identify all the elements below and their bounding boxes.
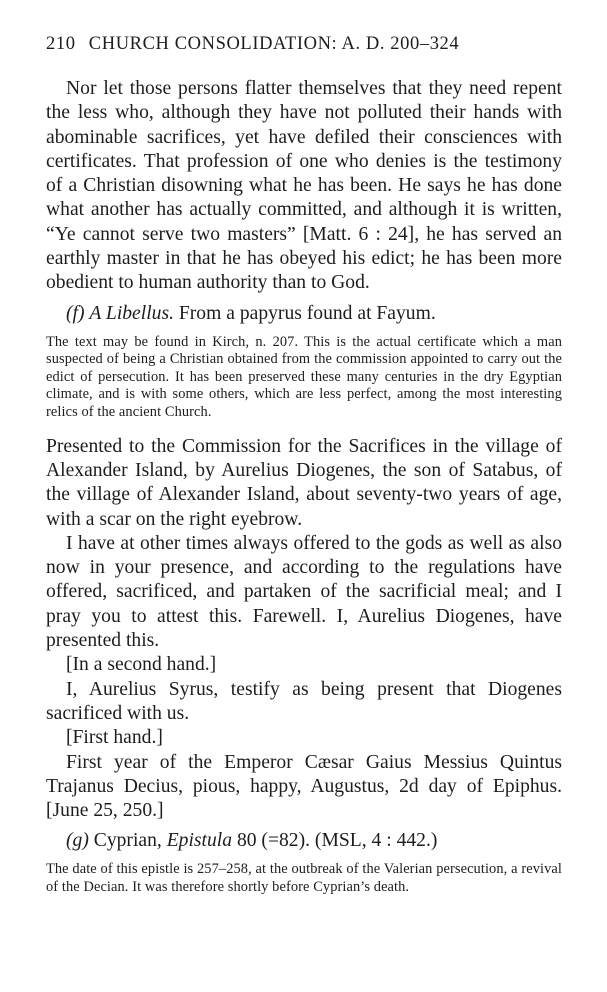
intro-paragraph: Nor let those persons flatter themselves that they need repent the less who, although they have not polluted their hands with abominable sacrifices, yet have defiled their consciences with certificates. That profession of one who denies is the testimony of a Christian disowning what he has been. He says he has done what another has actually committed, and although it is written, “Ye cannot serve two masters” [Matt. 6 : 24], he has served an earthly master in that he has obeyed his edict; he has been more obedient to human authority than to God. bbox=[46, 78, 562, 294]
section-g-source: 80 (=82). (MSL, 4 : 442.) bbox=[236, 830, 438, 852]
section-g-marker: (g) bbox=[66, 830, 89, 852]
libellus-text bbox=[46, 435, 562, 824]
section-g-author: Cyprian, bbox=[93, 830, 162, 852]
section-f-note: The text may be found in Kirch, n. 207. This is the actual certificate which a man suspected of being a Christian obtained from the commission appointed to carry out the edict of persecution. It has been preserved these many centuries in the dry Egyptian climate, and is with some others, which are less perfect, among the most interesting relics of the ancient Church. bbox=[46, 333, 562, 421]
section-f-source: From a papyrus found at Fayum. bbox=[178, 302, 436, 324]
libellus-paragraph: [In a second hand.] bbox=[66, 654, 217, 676]
section-f-marker: (f) bbox=[66, 302, 85, 324]
book-page bbox=[46, 34, 562, 897]
section-g-heading bbox=[66, 829, 562, 853]
page-number: 210 bbox=[46, 34, 76, 54]
libellus-paragraph: [First hand.] bbox=[66, 727, 163, 749]
section-f-title: A Libellus. bbox=[89, 302, 174, 324]
libellus-paragraph: First year of the Emperor Cæsar Gaius Messius Quintus Trajanus Decius, pious, happy, Augustus, 2d day of Epiphus. [June 25, 250.] bbox=[46, 751, 562, 822]
running-head bbox=[46, 34, 562, 55]
spacer bbox=[46, 422, 562, 435]
libellus-paragraph: Presented to the Commission for the Sacrifices in the village of Alexander Island, by Aurelius Diogenes, the son of Satabus, of the village of Alexander Island, about seventy-two years of age, with a scar on the right eyebrow. bbox=[46, 435, 562, 530]
intro-text bbox=[46, 77, 562, 296]
chapter-title: CHURCH CONSOLIDATION: A. D. 200–324 bbox=[88, 34, 460, 54]
libellus-paragraph: I, Aurelius Syrus, testify as being present that Diogenes sacrificed with us. bbox=[46, 678, 562, 724]
section-f-heading bbox=[66, 302, 562, 326]
section-g-work: Epistula bbox=[166, 830, 233, 852]
libellus-paragraph: I have at other times always offered to the gods as well as also now in your presence, and according to the regulations have offered, sacrificed, and partaken of the sacrificial meal; and I pray you to attest this. Farewell. I, Aurelius Diogenes, have presented this. bbox=[46, 532, 562, 652]
section-g-note: The date of this epistle is 257–258, at the outbreak of the Valerian persecution, a revival of the Decian. It was therefore shortly before Cyprian’s death. bbox=[46, 861, 562, 895]
